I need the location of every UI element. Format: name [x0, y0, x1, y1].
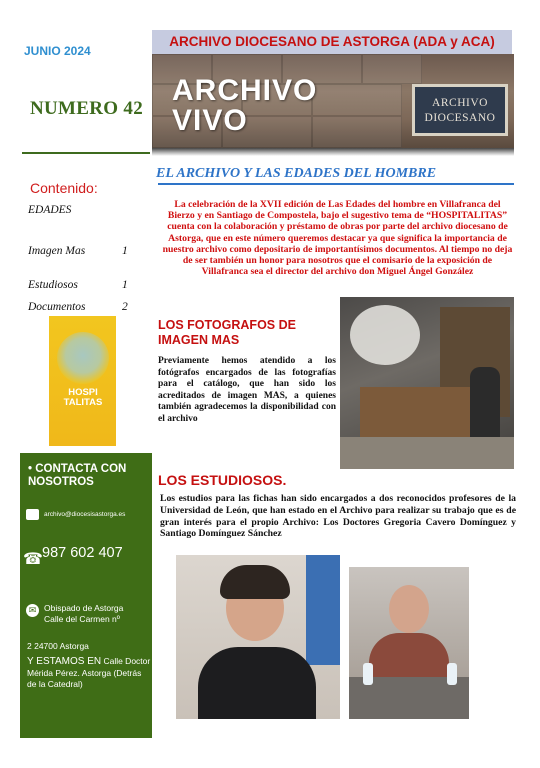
toc-item-estudiosos[interactable]: Estudiosos — [28, 279, 78, 291]
poster-title-line2: TALITAS — [63, 397, 103, 408]
address-line3: 2 24700 Astorga — [27, 641, 89, 651]
plaque-line1: ARCHIVO — [432, 97, 488, 109]
banner-title: ARCHIVO DIOCESANO DE ASTORGA (ADA y ACA) — [152, 30, 512, 54]
photographers-title: LOS FOTOGRAFOS DE IMAGEN MAS — [158, 318, 296, 347]
toc-page-documentos: 2 — [122, 301, 128, 313]
hero-shadow — [152, 148, 514, 156]
article-intro: La celebración de la XVII edición de Las Edades del hombre en Villafranca del Bierzo y en Santiago de Compostela, bajo el sugestivo tema de “HOSPITALITAS” cuenta con la colaboración y préstamo de obras por parte del archivo diocesano de Astorga, que en este número queremos destacar ya que significa la importancia de nuestro archivo como depositario de importantísimos documentos. Al tiempo no deja de ser también un honor para nosotros que el comisario de la exposición de Villafranca sea el director del archivo don Miguel Ángel González — [162, 199, 513, 278]
flag — [306, 555, 340, 665]
toc-item-imagen-mas[interactable]: Imagen Mas — [28, 245, 86, 257]
issue-date: JUNIO 2024 — [24, 44, 91, 58]
phone-icon: ☎ — [23, 551, 43, 568]
toc-page-imagen-mas: 1 — [122, 245, 128, 257]
hair — [220, 565, 290, 599]
scholar-woman-photo — [176, 555, 340, 719]
contents-title: Contenido: — [30, 180, 98, 196]
poster-title-line1: HOSPI — [68, 387, 98, 398]
headline-underline — [158, 183, 514, 185]
article-headline: EL ARCHIVO Y LAS EDADES DEL HOMBRE — [156, 166, 437, 181]
photography-studio-photo — [340, 297, 514, 469]
scholars-title: LOS ESTUDIOSOS. — [158, 472, 287, 488]
header-divider — [22, 152, 150, 154]
floor — [340, 437, 514, 469]
plaque-line2: DIOCESANO — [424, 112, 496, 124]
envelope-icon: ✉ — [26, 604, 39, 617]
contact-phone[interactable]: 987 602 407 — [42, 545, 123, 561]
contact-panel — [20, 453, 152, 738]
poster-graphic — [57, 332, 109, 384]
poster-title — [53, 388, 113, 408]
visit-lead: Y ESTAMOS EN — [27, 656, 102, 667]
water-bottle — [363, 663, 373, 685]
issue-number: NUMERO 42 — [30, 98, 143, 119]
contact-address — [44, 603, 150, 625]
face — [389, 585, 429, 633]
contact-title: • CONTACTA CON NOSOTROS — [28, 463, 127, 488]
toc-item-edades[interactable]: EDADES — [28, 204, 72, 216]
toc-page-estudiosos: 1 — [122, 279, 128, 291]
address-line1: Obispado de Astorga — [44, 603, 124, 613]
email-icon — [26, 509, 39, 520]
hospitalitas-poster — [49, 316, 116, 446]
hero-title-line2: VIVO — [172, 104, 248, 137]
hero-image — [152, 54, 514, 148]
visit-location — [27, 656, 151, 691]
scholar-man-photo — [349, 567, 469, 719]
visit-address: Calle Doctor Mérida Pérez. Astorga (Detrás de la Catedral) — [27, 656, 151, 689]
softbox-light — [350, 305, 420, 365]
archive-plaque — [412, 84, 508, 136]
toc-item-documentos[interactable]: Documentos — [28, 301, 86, 313]
jacket — [198, 647, 316, 719]
contact-email[interactable]: archivo@diocesisastorga.es — [44, 511, 126, 518]
photographers-text: Previamente hemos atendido a los fotógrafos encargados de las fotografías para el catálogo, que han sido los acreditados de imagen MAS, a quienes también agradecemos la disponibilidad con el archivo — [158, 356, 336, 424]
hero-title-line1: ARCHIVO — [172, 74, 318, 107]
scholars-text: Los estudios para las fichas han sido encargados a dos reconocidos profesores de la Universidad de León, que han estado en el Archivo para realizar su trabajo que es de gran interés para el propio Archivo: Los Doctores Gregoria Cavero Domínguez y Santiago Domínguez Sánchez — [160, 493, 516, 540]
desk — [360, 387, 470, 437]
water-bottle — [447, 663, 457, 685]
photographer — [470, 367, 500, 447]
hero-title — [172, 76, 317, 136]
address-line2: Calle del Carmen nº — [44, 614, 120, 624]
